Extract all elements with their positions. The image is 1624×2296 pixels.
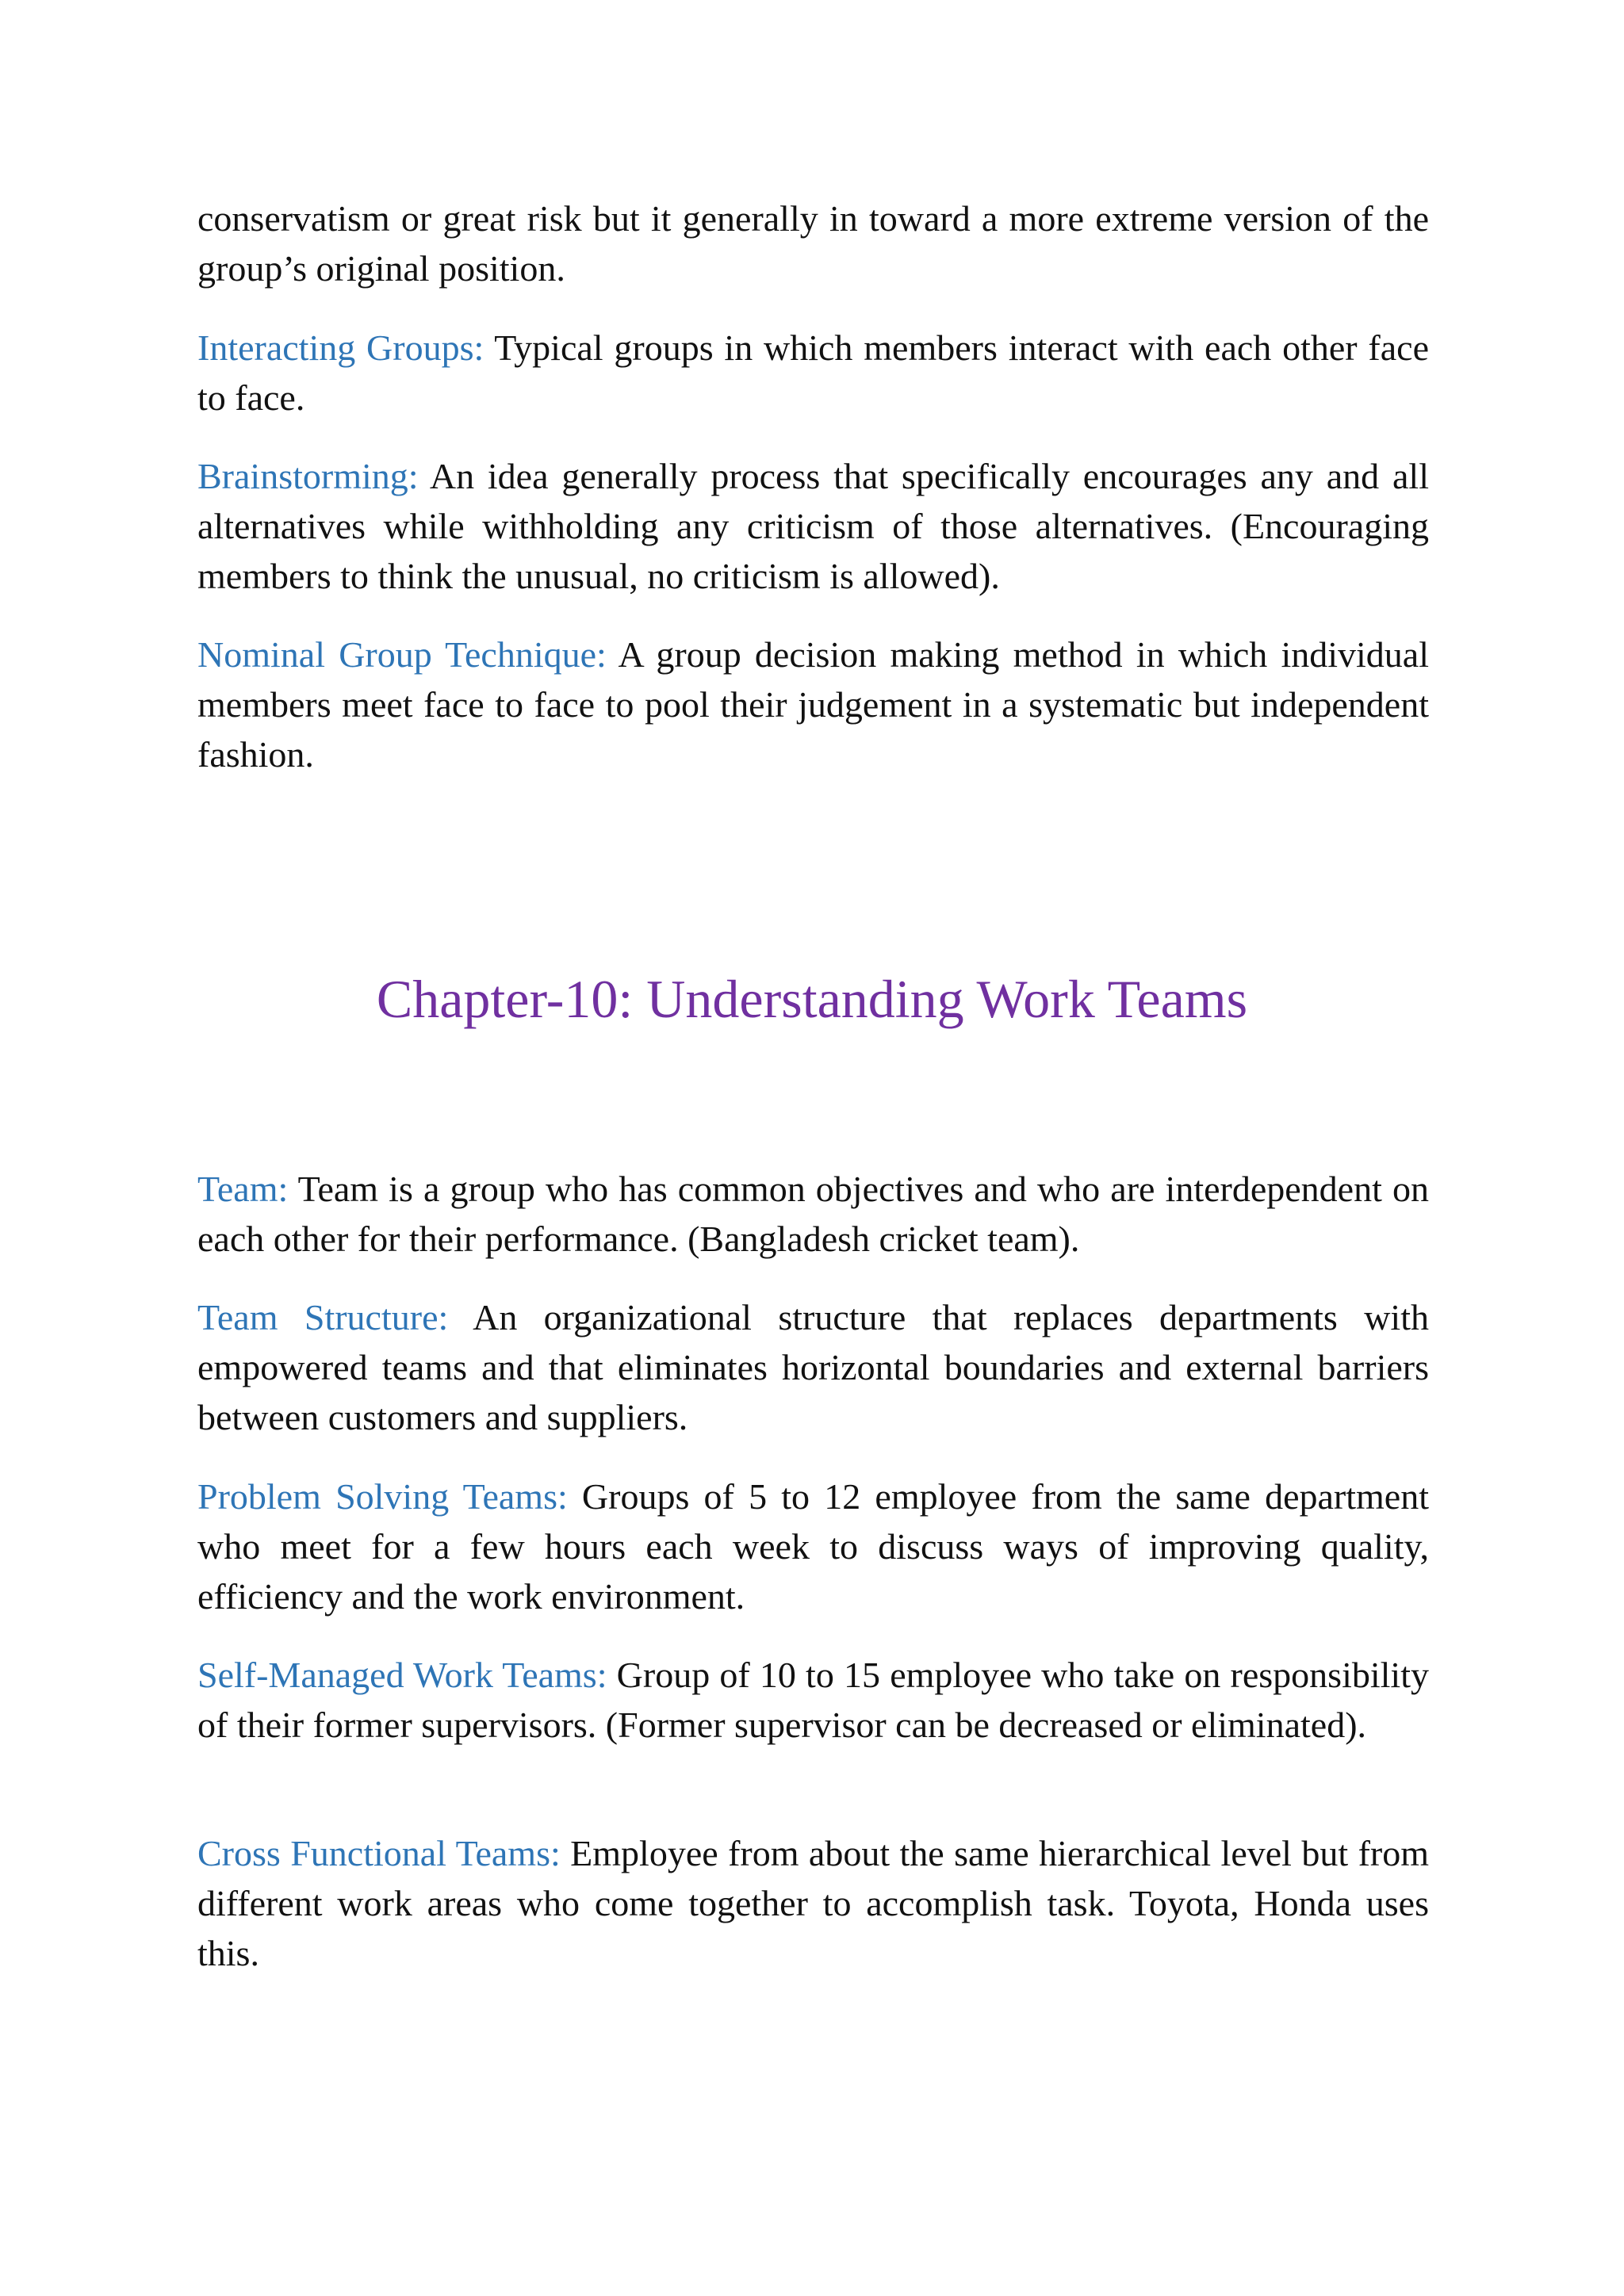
definition-cross-functional-teams: Employee from about the same hierarchical level but from different work areas who come together to accomplish task. Toyota, Honda uses this. (197, 1833, 1429, 1973)
definition-problem-solving-teams: Groups of 5 to 12 employee from the same department who meet for a few hours each week to discuss ways of improving quality, efficiency and the work environment. (197, 1476, 1430, 1617)
term-problem-solving-teams: Problem Solving Teams: (197, 1476, 568, 1517)
term-team-structure: Team Structure: (197, 1297, 449, 1337)
term-team: Team: (197, 1169, 289, 1209)
term-cross-functional-teams: Cross Functional Teams: (197, 1833, 561, 1873)
paragraph-interacting-groups (197, 323, 1429, 423)
term-interacting-groups: Interacting Groups: (197, 327, 485, 368)
definition-team-structure: An organizational structure that replaces departments with empowered teams and that eliminates horizontal boundaries and external barriers between customers and suppliers. (197, 1297, 1429, 1437)
term-nominal-group-technique: Nominal Group Technique: (197, 634, 607, 675)
paragraph-team (197, 1164, 1429, 1264)
term-self-managed-work-teams: Self-Managed Work Teams: (197, 1655, 607, 1695)
paragraph-cross-functional-teams (197, 1828, 1429, 1978)
paragraph-continuation (197, 193, 1429, 293)
term-brainstorming: Brainstorming: (197, 456, 419, 496)
definition-interacting-groups: Typical groups in which members interact with each other face to face. (197, 327, 1429, 418)
paragraph-nominal-group-technique (197, 629, 1429, 779)
paragraph-team-structure (197, 1292, 1429, 1442)
paragraph-problem-solving-teams (197, 1471, 1429, 1621)
paragraph-self-managed-work-teams (197, 1650, 1429, 1750)
chapter-title: Chapter-10: Understanding Work Teams (376, 969, 1248, 1029)
paragraph-text: conservatism or great risk but it generally in toward a more extreme version of the group’s original position. (197, 198, 1429, 289)
definition-brainstorming: An idea generally process that specifically encourages any and all alternatives while withholding any criticism of those alternatives. (Encouraging members to think the unusual, no criticism is allowed). (197, 456, 1429, 596)
definition-self-managed-work-teams: Group of 10 to 15 employee who take on responsibility of their former supervisors. (Former supervisor can be decreased or eliminated). (197, 1655, 1429, 1745)
definition-team: Team is a group who has common objectives and who are interdependent on each other for their performance. (Bangladesh cricket team). (197, 1169, 1429, 1259)
paragraph-brainstorming (197, 451, 1429, 601)
definition-nominal-group-technique: A group decision making method in which individual members meet face to face to pool their judgement in a systematic but independent fashion. (197, 634, 1430, 775)
